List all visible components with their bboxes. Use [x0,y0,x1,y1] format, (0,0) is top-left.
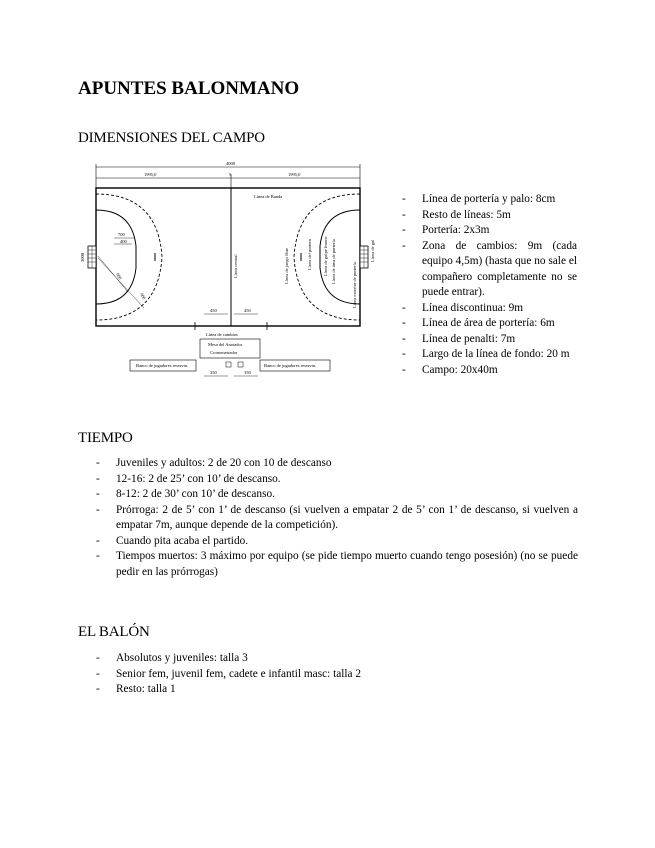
list-item: - Absolutos y juveniles: talla 3 [78,651,578,667]
court-diagram-svg [78,158,376,382]
dim-350a-label: 350 [210,370,217,375]
heading-balon: EL BALÓN [78,624,150,640]
list-item: - Juveniles y adultos: 2 de 20 con 10 de descanso [78,456,578,472]
dim-600-label: 600 [115,272,123,281]
list-item: - Línea discontinua: 9m [384,301,577,317]
dim-400-label: 400 [120,239,127,244]
list-item: - Línea de área de portería: 6m [384,316,577,332]
list-item: - Portería: 2x3m [384,223,577,239]
dim-450b-label: 450 [244,308,251,313]
linea-juego-libre-label: Línea de juego libre [284,247,289,284]
dim-half-left-label: 1995,0 [144,172,157,177]
tiempo-list [78,456,578,580]
linea-portero-label: Línea del portero [307,239,312,270]
list-item: - Resto: talla 1 [78,682,578,698]
linea-banda-label: Línea de Banda [254,194,283,199]
list-item: - Campo: 20x40m [384,363,577,379]
list-item: - Línea de penalti: 7m [384,332,577,348]
dim-350b-label: 350 [244,370,251,375]
bench-right-label: Banco de jugadores reservas [264,363,316,368]
linea-central-label: Línea central [233,254,238,278]
dim-700-label: 700 [118,232,125,237]
campo-list [384,192,577,378]
document-title: APUNTES BALONMANO [78,78,300,99]
dim-total-label: 4000 [226,161,235,166]
court-diagram [78,158,376,382]
list-item: - Zona de cambios: 9m (cada equipo 4,5m) (hasta que no sale el compañero completamente no se puede entrar). [384,239,577,301]
heading-tiempo: TIEMPO [78,430,133,446]
list-item: - Cuando pita acaba el partido. [78,534,578,550]
linea-exterior-label: Línea exterior de portería [352,262,357,308]
linea-area-porteria-label: Línea de área de portería [331,239,336,284]
list-item: - Senior fem, juvenil fem, cadete e infantil masc: talla 2 [78,667,578,683]
heading-dimensiones: DIMENSIONES DEL CAMPO [78,130,265,146]
list-item: - Prórroga: 2 de 5’ con 1’ de descanso (si vuelven a empatar 2 de 5’ con 1’ de descanso, si vuelven a empatar 7m, aunque depende de la competición). [78,503,578,534]
mesa-anotador-label: Mesa del Anotador [208,342,243,347]
dim-450a-label: 450 [210,308,217,313]
dim-900-label: 900 [139,292,147,301]
list-item: - Línea de portería y palo: 8cm [384,192,577,208]
linea-cambios-label: Línea de cambios [206,332,238,337]
dim-3000-label: 3000 [80,253,85,262]
linea-golpe-franco-label: Línea de golpe franco [323,236,328,276]
left-goal-area [96,210,136,304]
list-item: - 8-12: 2 de 30’ con 10’ de descanso. [78,487,578,503]
list-item: - Largo de la línea de fondo: 20 m [384,347,577,363]
left-free-throw-line [96,194,162,320]
cronometrador-label: Cronometrador [210,350,238,355]
bench-left-label: Banco de jugadores reservas [136,363,188,368]
balon-list [78,651,578,698]
dim-center-label: 5 [229,172,232,177]
list-item: - Tiempos muertos: 3 máximo por equipo (se pide tiempo muerto cuando tengo posesión) (no se puede pedir en las prórrogas) [78,549,578,580]
dim-half-right-label: 1995,0 [288,172,301,177]
linea-gol-label: Línea de gol [370,239,375,262]
list-item: - 12-16: 2 de 25’ con 10’ de descanso. [78,472,578,488]
list-item: - Resto de líneas: 5m [384,208,577,224]
